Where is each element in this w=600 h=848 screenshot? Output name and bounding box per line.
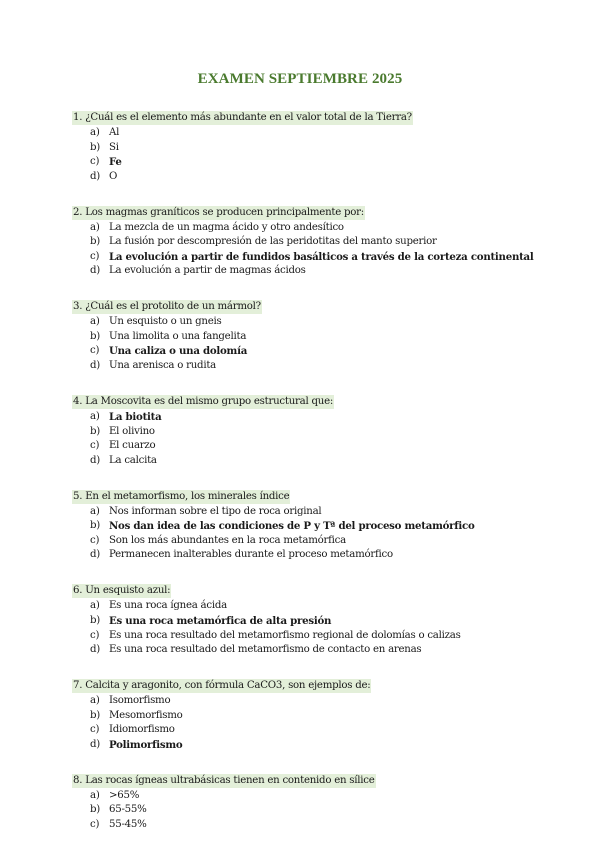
option-text: Fe bbox=[109, 156, 122, 169]
correct-option bbox=[72, 614, 542, 629]
answer-option bbox=[72, 425, 542, 440]
option-letter: c) bbox=[90, 724, 100, 736]
option-text: >65% bbox=[109, 789, 140, 801]
option-text: Una caliza o una dolomía bbox=[109, 345, 248, 358]
option-text: La fusión por descompresión de las peridotitas del manto superior bbox=[109, 236, 437, 248]
question-block bbox=[72, 294, 542, 373]
answer-option bbox=[72, 359, 542, 374]
option-letter: d) bbox=[90, 738, 100, 750]
correct-option bbox=[72, 344, 542, 359]
option-letter: b) bbox=[90, 804, 100, 816]
option-letter: d) bbox=[90, 360, 100, 372]
option-letter: a) bbox=[90, 600, 100, 612]
answer-option bbox=[72, 264, 542, 279]
answer-option bbox=[72, 141, 542, 156]
correct-option bbox=[72, 410, 542, 425]
option-letter: a) bbox=[90, 695, 100, 707]
option-text: Nos dan idea de las condiciones de P y Tª del proceso metamórfico bbox=[109, 520, 475, 533]
option-text: Un esquisto o un gneis bbox=[109, 316, 222, 328]
option-text: Isomorfismo bbox=[109, 695, 171, 707]
option-list bbox=[72, 221, 542, 279]
answer-option bbox=[72, 126, 542, 141]
answer-option bbox=[72, 330, 542, 345]
option-letter: a) bbox=[90, 505, 100, 517]
answer-option bbox=[72, 789, 542, 804]
question-text: 4. La Moscovita es del mismo grupo estructural que: bbox=[73, 396, 334, 408]
answer-option bbox=[72, 548, 542, 563]
question-block bbox=[72, 389, 542, 468]
option-letter: b) bbox=[90, 425, 100, 437]
answer-option bbox=[72, 803, 542, 818]
option-text: O bbox=[109, 170, 118, 182]
option-text: Es una roca metamórfica de alta presión bbox=[109, 614, 332, 627]
option-letter: b) bbox=[90, 236, 100, 248]
option-text: Si bbox=[109, 141, 119, 153]
option-letter: c) bbox=[90, 818, 100, 830]
option-letter: b) bbox=[90, 330, 100, 342]
option-letter: a) bbox=[90, 127, 100, 138]
option-letter: d) bbox=[90, 549, 100, 561]
option-text: Mesomorfismo bbox=[109, 709, 183, 721]
option-list bbox=[72, 789, 542, 833]
question-text: 2. Los magmas graníticos se producen principalmente por: bbox=[73, 206, 364, 218]
answer-option bbox=[72, 235, 542, 250]
option-text: El cuarzo bbox=[109, 440, 156, 452]
option-list bbox=[72, 599, 542, 657]
question-text: 8. Las rocas ígneas ultrabásicas tienen en contenido en sílice bbox=[73, 774, 375, 786]
question-text: 1. ¿Cuál es el elemento más abundante en el valor total de la Tierra? bbox=[73, 112, 412, 123]
answer-option bbox=[72, 439, 542, 454]
option-letter: c) bbox=[90, 345, 100, 357]
option-text: Permanecen inalterables durante el proceso metamórfico bbox=[109, 549, 393, 561]
option-letter: d) bbox=[90, 454, 100, 466]
question-block bbox=[72, 200, 542, 279]
option-letter: c) bbox=[90, 440, 100, 452]
answer-option bbox=[72, 534, 542, 549]
option-text: Polimorfismo bbox=[109, 738, 183, 751]
question-list bbox=[72, 105, 542, 848]
option-letter: b) bbox=[90, 709, 100, 721]
question-block bbox=[72, 578, 542, 657]
option-text: La evolución a partir de magmas ácidos bbox=[109, 265, 306, 277]
option-list bbox=[72, 410, 542, 468]
question-text: 5. En el metamorfismo, los minerales índice bbox=[73, 490, 290, 502]
option-letter: c) bbox=[90, 534, 100, 546]
option-letter: d) bbox=[90, 265, 100, 277]
option-text: 55-45% bbox=[109, 818, 147, 830]
option-letter: d) bbox=[90, 170, 100, 182]
answer-option bbox=[72, 315, 542, 330]
answer-option bbox=[72, 221, 542, 236]
question-text: 6. Un esquisto azul: bbox=[73, 585, 171, 597]
option-list bbox=[72, 694, 542, 752]
answer-option bbox=[72, 643, 542, 658]
option-letter: c) bbox=[90, 250, 100, 262]
option-text: Es una roca resultado del metamorfismo regional de dolomías o calizas bbox=[109, 629, 461, 641]
correct-option bbox=[72, 155, 542, 170]
option-text: Es una roca resultado del metamorfismo de contacto en arenas bbox=[109, 644, 422, 656]
correct-option bbox=[72, 738, 542, 753]
option-text: La calcita bbox=[109, 454, 157, 466]
option-letter: a) bbox=[90, 789, 100, 801]
answer-option bbox=[72, 505, 542, 520]
option-text: La mezcla de un magma ácido y otro andesítico bbox=[109, 221, 344, 233]
option-letter: b) bbox=[90, 520, 100, 532]
answer-option bbox=[72, 629, 542, 644]
option-text: Una arenisca o rudita bbox=[109, 360, 216, 372]
question-block bbox=[72, 105, 542, 184]
answer-option bbox=[72, 723, 542, 738]
answer-option bbox=[72, 170, 542, 185]
question-block bbox=[72, 484, 542, 563]
question-block bbox=[72, 673, 542, 752]
answer-option bbox=[72, 694, 542, 709]
answer-option bbox=[72, 599, 542, 614]
option-list bbox=[72, 315, 542, 373]
correct-option bbox=[72, 250, 542, 265]
option-text: Idiomorfismo bbox=[109, 724, 175, 736]
option-letter: a) bbox=[90, 316, 100, 328]
question-block bbox=[72, 768, 542, 833]
option-text: 65-55% bbox=[109, 804, 147, 816]
option-letter: c) bbox=[90, 629, 100, 641]
option-text: Una limolita o una fangelita bbox=[109, 330, 247, 342]
answer-option bbox=[72, 709, 542, 724]
option-letter: c) bbox=[90, 156, 100, 168]
option-text: Nos informan sobre el tipo de roca original bbox=[109, 505, 322, 517]
option-text: Es una roca ígnea ácida bbox=[109, 600, 227, 612]
option-text: Al bbox=[109, 127, 120, 138]
option-text: La evolución a partir de fundidos basálticos a través de la corteza continental bbox=[109, 250, 534, 263]
question-text: 7. Calcita y aragonito, con fórmula CaCO3, son ejemplos de: bbox=[73, 680, 371, 692]
option-list bbox=[72, 126, 542, 184]
question-text: 3. ¿Cuál es el protolito de un mármol? bbox=[73, 301, 261, 313]
option-list bbox=[72, 505, 542, 563]
option-letter: a) bbox=[90, 221, 100, 233]
option-text: Son los más abundantes en la roca metamórfica bbox=[109, 534, 346, 546]
option-letter: a) bbox=[90, 411, 100, 423]
option-text: La biotita bbox=[109, 411, 162, 424]
option-letter: b) bbox=[90, 141, 100, 153]
answer-option bbox=[72, 454, 542, 469]
correct-option bbox=[72, 519, 542, 534]
option-text: El olivino bbox=[109, 425, 155, 437]
answer-option bbox=[72, 818, 542, 833]
option-letter: d) bbox=[90, 644, 100, 656]
option-letter: b) bbox=[90, 614, 100, 626]
page-title: EXAMEN SEPTIEMBRE 2025 bbox=[197, 71, 403, 87]
